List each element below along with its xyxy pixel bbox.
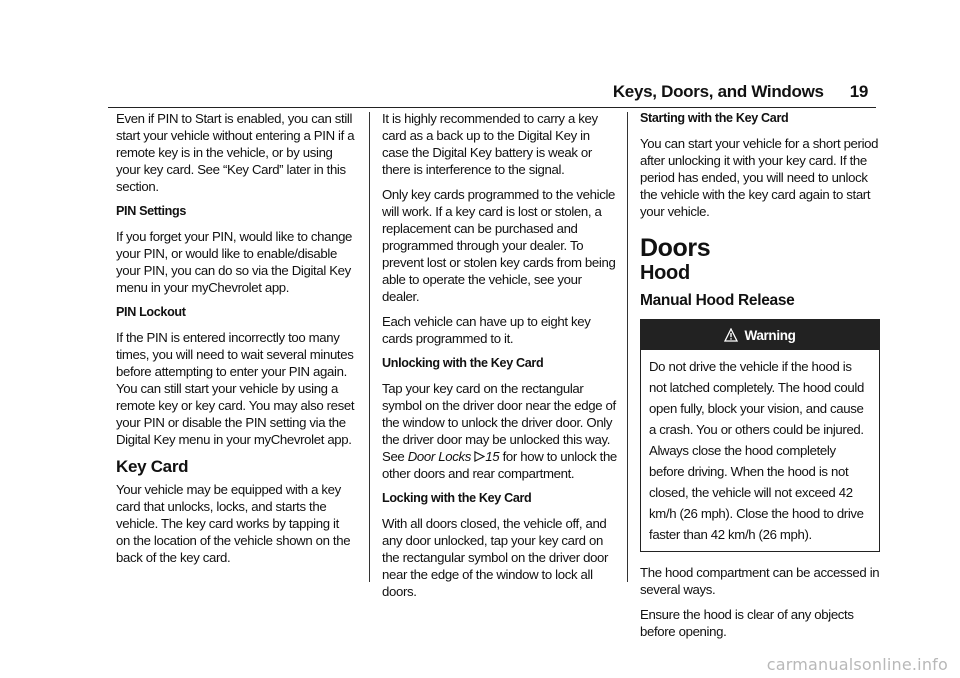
pin-lockout-heading: PIN Lockout [116, 305, 186, 319]
pin-lockout-paragraph: If the PIN is entered incorrectly too many times, you will need to wait several minutes before attempting to enter your PIN again. You can still start your vehicle by using a remote key or key card. You may also reset your PIN or disable the PIN setting via the Digital Key menu in your myChevrolet app. [116, 330, 355, 447]
column-divider-2 [627, 112, 628, 582]
header-divider [108, 107, 876, 108]
starting-heading: Starting with the Key Card [640, 111, 789, 125]
hood-clear-paragraph: Ensure the hood is clear of any objects before opening. [640, 607, 854, 639]
locking-heading: Locking with the Key Card [382, 491, 532, 505]
warning-header [641, 320, 879, 350]
hood-access-paragraph: The hood compartment can be accessed in several ways. [640, 565, 880, 597]
warning-box [640, 319, 880, 552]
backup-paragraph: It is highly recommended to carry a key card as a back up to the Digital Key in case the Digital Key battery is weak or there is interference to the signal. [382, 111, 598, 177]
column-2 [382, 110, 618, 608]
key-card-paragraph: Your vehicle may be equipped with a key card that unlocks, locks, and starts the vehicle. The key card works by tapping it on the location of the vehicle shown on the back of the key card. [116, 482, 351, 565]
door-locks-link[interactable]: Door Locks [407, 449, 471, 464]
see-text: See [382, 449, 405, 464]
hood-heading: Hood [640, 262, 690, 284]
unlocking-heading: Unlocking with the Key Card [382, 356, 544, 370]
column-divider-1 [369, 112, 370, 582]
door-locks-reference-paragraph [382, 448, 618, 482]
page-reference-arrow-icon [474, 451, 485, 462]
warning-text: Do not drive the vehicle if the hood is not latched completely. The hood could open fully, block your vision, and cause a crash. You or others could be injured. Always close the hood completely before driving. When the hood is not closed, the vehicle will not exceed 42 km/h (26 mph). Close the hood to drive faster than 42 km/h (26 mph). [649, 359, 864, 542]
unlocking-paragraph: Tap your key card on the rectangular symbol on the driver door near the edge of the window to unlock the driver door. Only the driver door may be unlocked this way. [382, 381, 616, 447]
programmed-cards-paragraph: Only key cards programmed to the vehicle will work. If a key card is lost or stolen, a replacement can be purchased and programmed through your dealer. To prevent lost or stolen key cards from being able to operate the vehicle, see your dealer. [382, 187, 616, 304]
door-locks-page-ref[interactable]: 15 [485, 449, 500, 464]
page-header [613, 82, 868, 106]
key-card-heading: Key Card [116, 457, 189, 476]
pin-to-start-paragraph: Even if PIN to Start is enabled, you can still start your vehicle without entering a PIN if a remote key is in the vehicle, or by using your key card. See “Key Card” later in this section. [116, 111, 355, 194]
column-3 [640, 110, 880, 648]
watermark: carmanualsonline.info [766, 655, 948, 674]
column-1 [116, 110, 356, 574]
warning-title: Warning [744, 327, 796, 343]
starting-paragraph: You can start your vehicle for a short period after unlocking it with your key card. If the period has ended, you will need to unlock the vehicle with the key card again to start your vehicle. [640, 136, 879, 219]
locking-paragraph: With all doors closed, the vehicle off, and any door unlocked, tap your key card on the rectangular symbol on the driver door near the edge of the window to lock all doors. [382, 516, 609, 599]
eight-cards-paragraph: Each vehicle can have up to eight key cards programmed to it. [382, 314, 591, 346]
section-title: Keys, Doors, and Windows [612, 82, 824, 101]
pin-settings-heading: PIN Settings [116, 204, 186, 218]
doors-heading: Doors [640, 234, 711, 262]
pin-settings-paragraph: If you forget your PIN, would like to change your PIN, or would like to enable/disable your PIN, you can do so via the Digital Key menu in your myChevrolet app. [116, 229, 353, 295]
warning-triangle-icon [724, 328, 738, 342]
page-number: 19 [849, 82, 868, 101]
manual-hood-release-heading: Manual Hood Release [640, 292, 795, 309]
door-locks-rest-text: for how to unlock the other doors and rear compartment. [382, 449, 617, 481]
